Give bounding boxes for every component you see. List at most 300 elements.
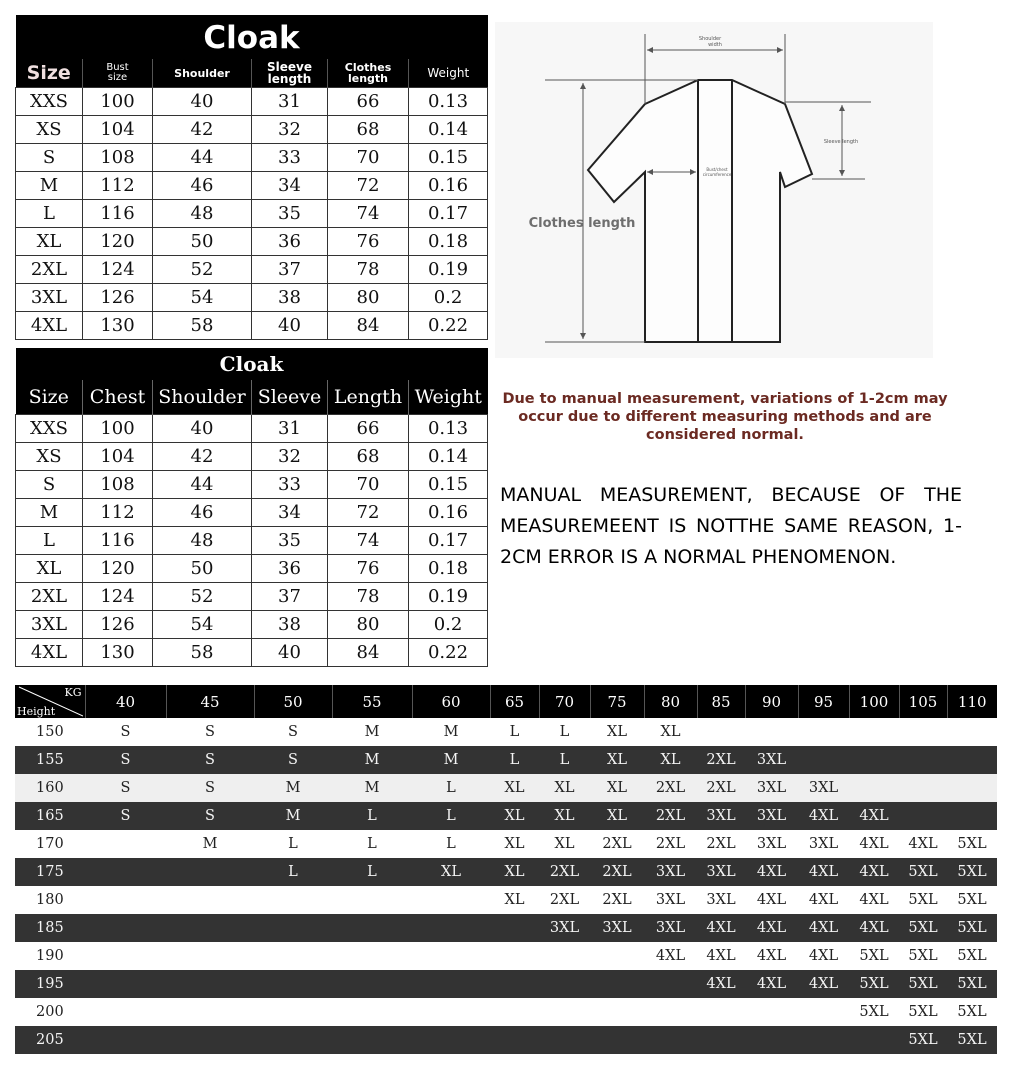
size-cell: 4XL [745, 970, 798, 998]
size-cell: S [254, 746, 332, 774]
measurement-note: Due to manual measurement, variations of 1-2cm may occur due to different measuring methods and are considered normal. [502, 391, 948, 443]
size-cell: 5XL [899, 886, 947, 914]
weight-column-header: 90 [745, 685, 798, 718]
table-cell: 100 [83, 88, 153, 116]
size-cell [254, 1026, 332, 1054]
table-cell: 0.13 [409, 88, 488, 116]
size-cell [490, 1026, 539, 1054]
size-cell [166, 858, 254, 886]
size-cell: S [85, 802, 166, 830]
table-cell: 84 [328, 312, 409, 340]
size-cell: 4XL [697, 942, 745, 970]
size-cell [849, 718, 899, 746]
size-cell [332, 886, 412, 914]
size-cell: 5XL [899, 1026, 947, 1054]
size-cell: 4XL [798, 886, 849, 914]
size-cell: 3XL [644, 886, 697, 914]
table-cell: S [16, 471, 83, 499]
size-cell: S [166, 802, 254, 830]
table-cell: 74 [328, 527, 409, 555]
table-title: Cloak [16, 15, 488, 59]
shoulder-width-label: width [708, 42, 722, 48]
size-cell [849, 1026, 899, 1054]
table-cell: 4XL [16, 639, 83, 667]
table-cell: 4XL [16, 312, 83, 340]
table-cell: 0.2 [409, 611, 488, 639]
table-cell: 3XL [16, 284, 83, 312]
table-cell: 74 [328, 200, 409, 228]
table-cell: 40 [252, 639, 328, 667]
size-cell: S [166, 718, 254, 746]
size-cell [745, 718, 798, 746]
size-cell [899, 802, 947, 830]
size-cell [798, 1026, 849, 1054]
size-cell [166, 942, 254, 970]
table-cell: 80 [328, 611, 409, 639]
size-cell: 5XL [947, 998, 997, 1026]
size-cell: 2XL [539, 886, 590, 914]
table-cell: 0.15 [409, 144, 488, 172]
size-cell: 2XL [590, 886, 644, 914]
size-cell: 3XL [539, 914, 590, 942]
size-cell: L [412, 830, 490, 858]
size-cell: M [332, 774, 412, 802]
size-cell: XL [590, 774, 644, 802]
size-cell: L [254, 858, 332, 886]
size-cell: XL [490, 886, 539, 914]
table-cell: 38 [252, 284, 328, 312]
size-cell [85, 914, 166, 942]
weight-column-header: 50 [254, 685, 332, 718]
column-header: Sleeve [252, 380, 328, 415]
table-row [16, 172, 488, 200]
size-cell [412, 942, 490, 970]
table-row [16, 527, 488, 555]
table-cell: 130 [83, 639, 153, 667]
table-cell: 0.16 [409, 172, 488, 200]
table-row [15, 970, 997, 998]
table-cell: 130 [83, 312, 153, 340]
size-cell [254, 914, 332, 942]
size-cell: S [166, 774, 254, 802]
table-cell: 46 [153, 172, 252, 200]
size-cell [412, 886, 490, 914]
height-cell: 190 [15, 942, 85, 970]
size-cell: 4XL [745, 914, 798, 942]
size-cell: M [332, 718, 412, 746]
size-cell: 5XL [947, 1026, 997, 1054]
size-cell: S [85, 746, 166, 774]
table-cell: 48 [153, 200, 252, 228]
size-cell: 4XL [849, 802, 899, 830]
size-cell [166, 886, 254, 914]
table-cell: L [16, 200, 83, 228]
table-cell: 35 [252, 527, 328, 555]
size-cell: 4XL [899, 830, 947, 858]
table-cell: 116 [83, 200, 153, 228]
measurement-disclaimer: MANUAL MEASUREMENT, BECAUSE OF THE MEASUREMEENT IS NOTTHE SAME REASON, 1-2CM ERROR IS A NORMAL PHENOMENON. [500, 484, 962, 568]
size-cell: XL [644, 718, 697, 746]
table-cell: 72 [328, 499, 409, 527]
table-row [16, 116, 488, 144]
table-cell: 120 [83, 555, 153, 583]
table-cell: 0.13 [409, 415, 488, 443]
table-cell: 36 [252, 228, 328, 256]
bust-label: circumference [702, 172, 732, 177]
table-cell: 46 [153, 499, 252, 527]
size-cell: L [539, 718, 590, 746]
size-cell [539, 998, 590, 1026]
size-cell [697, 718, 745, 746]
table-row [15, 886, 997, 914]
table-cell: XXS [16, 88, 83, 116]
size-cell: XL [490, 802, 539, 830]
table-row [16, 555, 488, 583]
table-cell: 54 [153, 284, 252, 312]
table-cell: 0.22 [409, 312, 488, 340]
table-row [15, 858, 997, 886]
size-cell: XL [412, 858, 490, 886]
size-cell: 4XL [644, 942, 697, 970]
size-cell [590, 998, 644, 1026]
table-row [15, 998, 997, 1026]
height-cell: 205 [15, 1026, 85, 1054]
size-cell: 3XL [798, 830, 849, 858]
table-row [15, 914, 997, 942]
table-cell: XL [16, 555, 83, 583]
table-header-row [16, 59, 488, 88]
size-cell: 5XL [849, 942, 899, 970]
size-cell: L [539, 746, 590, 774]
table-row [16, 144, 488, 172]
table-cell: 33 [252, 144, 328, 172]
table-cell: XL [16, 228, 83, 256]
table-cell: 0.22 [409, 639, 488, 667]
size-cell: M [254, 802, 332, 830]
table-cell: 31 [252, 415, 328, 443]
kg-label: KG [64, 686, 82, 699]
size-cell [85, 858, 166, 886]
size-cell: 3XL [745, 802, 798, 830]
table-cell: 58 [153, 312, 252, 340]
clothes-length-label: Clothes length [528, 216, 636, 231]
size-cell [947, 746, 997, 774]
size-cell: 2XL [590, 858, 644, 886]
table-cell: 112 [83, 499, 153, 527]
size-cell: 4XL [849, 858, 899, 886]
size-cell [849, 746, 899, 774]
table-row [15, 942, 997, 970]
table-cell: 0.15 [409, 471, 488, 499]
table-cell: 72 [328, 172, 409, 200]
table-cell: 84 [328, 639, 409, 667]
size-cell [85, 830, 166, 858]
size-cell [745, 1026, 798, 1054]
size-cell: 5XL [899, 942, 947, 970]
size-cell: XL [539, 830, 590, 858]
weight-column-header: 70 [539, 685, 590, 718]
size-cell [254, 998, 332, 1026]
table-cell: 76 [328, 555, 409, 583]
table-cell: 58 [153, 639, 252, 667]
column-header: Sleeve length [252, 59, 328, 88]
size-cell [798, 718, 849, 746]
size-cell: 4XL [745, 858, 798, 886]
table-cell: 76 [328, 228, 409, 256]
height-cell: 170 [15, 830, 85, 858]
size-cell: XL [539, 774, 590, 802]
table-cell: 0.14 [409, 116, 488, 144]
table-cell: 78 [328, 256, 409, 284]
table-cell: L [16, 527, 83, 555]
size-cell [798, 998, 849, 1026]
size-cell [899, 718, 947, 746]
table-cell: 3XL [16, 611, 83, 639]
table-cell: 36 [252, 555, 328, 583]
table-cell: 116 [83, 527, 153, 555]
corner-header [15, 685, 85, 718]
size-cell [166, 914, 254, 942]
table-cell: 68 [328, 443, 409, 471]
size-cell [849, 774, 899, 802]
size-cell [798, 746, 849, 774]
table-row [15, 718, 997, 746]
table-cell: 104 [83, 116, 153, 144]
size-cell: 3XL [644, 914, 697, 942]
size-cell: 4XL [798, 942, 849, 970]
size-cell [490, 914, 539, 942]
table-cell: 78 [328, 583, 409, 611]
size-cell: 3XL [745, 830, 798, 858]
size-cell: 5XL [947, 942, 997, 970]
table-row [16, 583, 488, 611]
size-cell [745, 998, 798, 1026]
size-cell: 5XL [899, 914, 947, 942]
table-cell: 48 [153, 527, 252, 555]
table-cell: 70 [328, 144, 409, 172]
table-cell: 52 [153, 583, 252, 611]
table-header-row [16, 380, 488, 415]
height-cell: 155 [15, 746, 85, 774]
size-cell: 2XL [697, 774, 745, 802]
table-cell: 32 [252, 443, 328, 471]
table-cell: 52 [153, 256, 252, 284]
table-row [16, 284, 488, 312]
weight-column-header: 55 [332, 685, 412, 718]
size-cell [254, 886, 332, 914]
size-cell [539, 942, 590, 970]
size-cell: 3XL [745, 774, 798, 802]
height-label: Height [17, 705, 56, 718]
table-cell: 0.18 [409, 228, 488, 256]
table-cell: 0.17 [409, 527, 488, 555]
weight-column-header: 40 [85, 685, 166, 718]
table-cell: 0.17 [409, 200, 488, 228]
column-header: Length [328, 380, 409, 415]
table-row [16, 443, 488, 471]
table-cell: 108 [83, 144, 153, 172]
table-row [16, 256, 488, 284]
table-cell: 0.16 [409, 499, 488, 527]
size-cell [254, 970, 332, 998]
table-header-row [15, 685, 997, 718]
size-cell: L [332, 830, 412, 858]
size-cell [490, 970, 539, 998]
table-cell: 124 [83, 256, 153, 284]
column-header: Weight [409, 59, 488, 88]
table-cell: 120 [83, 228, 153, 256]
garment-measurement-diagram [495, 22, 933, 358]
size-cell [85, 1026, 166, 1054]
weight-column-header: 95 [798, 685, 849, 718]
table-cell: 2XL [16, 256, 83, 284]
table-cell: 42 [153, 443, 252, 471]
table-cell: 104 [83, 443, 153, 471]
height-cell: 200 [15, 998, 85, 1026]
table-cell: 44 [153, 144, 252, 172]
size-cell: L [412, 802, 490, 830]
table-row [16, 471, 488, 499]
weight-column-header: 65 [490, 685, 539, 718]
size-cell: XL [590, 746, 644, 774]
size-cell: 5XL [899, 998, 947, 1026]
size-cell [412, 998, 490, 1026]
size-cell: 3XL [697, 802, 745, 830]
size-cell: S [85, 774, 166, 802]
weight-column-header: 45 [166, 685, 254, 718]
weight-column-header: 100 [849, 685, 899, 718]
size-cell: 5XL [849, 970, 899, 998]
size-cell: XL [490, 830, 539, 858]
column-header: Bust size [83, 59, 153, 88]
size-cell: S [254, 718, 332, 746]
size-cell: 5XL [899, 970, 947, 998]
table-title: Cloak [16, 348, 488, 380]
table-row [16, 88, 488, 116]
size-cell: M [412, 746, 490, 774]
size-cell: 5XL [947, 914, 997, 942]
table-row [16, 228, 488, 256]
size-cell [332, 914, 412, 942]
table-cell: 126 [83, 611, 153, 639]
size-cell [412, 914, 490, 942]
shoulder-width-label: Shoulder [698, 36, 722, 42]
column-header: Size [16, 59, 83, 88]
size-cell: 5XL [947, 830, 997, 858]
table-row [16, 611, 488, 639]
size-cell: L [490, 746, 539, 774]
size-cell [899, 774, 947, 802]
table-cell: XXS [16, 415, 83, 443]
size-cell: 5XL [849, 998, 899, 1026]
table-cell: 2XL [16, 583, 83, 611]
size-cell: 3XL [644, 858, 697, 886]
size-cell: 2XL [644, 830, 697, 858]
size-cell [412, 1026, 490, 1054]
size-cell [332, 970, 412, 998]
height-cell: 165 [15, 802, 85, 830]
size-cell [644, 1026, 697, 1054]
size-cell: 4XL [697, 914, 745, 942]
table-cell: 33 [252, 471, 328, 499]
size-cell: 2XL [697, 746, 745, 774]
size-cell [590, 1026, 644, 1054]
size-cell: 4XL [849, 914, 899, 942]
weight-column-header: 60 [412, 685, 490, 718]
table-row [15, 830, 997, 858]
size-cell [539, 970, 590, 998]
size-cell [332, 998, 412, 1026]
table-cell: XS [16, 443, 83, 471]
size-cell [644, 998, 697, 1026]
size-cell: XL [490, 774, 539, 802]
height-cell: 185 [15, 914, 85, 942]
table-cell: 34 [252, 499, 328, 527]
size-cell: M [412, 718, 490, 746]
height-cell: 180 [15, 886, 85, 914]
size-cell: L [490, 718, 539, 746]
size-cell: L [332, 858, 412, 886]
size-cell: S [166, 746, 254, 774]
size-cell [539, 1026, 590, 1054]
size-cell [644, 970, 697, 998]
column-header: Size [16, 380, 83, 415]
size-cell: XL [590, 802, 644, 830]
weight-column-header: 110 [947, 685, 997, 718]
size-cell: 2XL [590, 830, 644, 858]
size-cell: M [166, 830, 254, 858]
table-cell: 38 [252, 611, 328, 639]
table-cell: 40 [153, 415, 252, 443]
table-cell: 32 [252, 116, 328, 144]
size-cell: 4XL [798, 970, 849, 998]
size-cell: 4XL [798, 802, 849, 830]
size-cell: XL [490, 858, 539, 886]
size-cell: 4XL [849, 830, 899, 858]
weight-column-header: 85 [697, 685, 745, 718]
table-cell: 40 [153, 88, 252, 116]
table-cell: XS [16, 116, 83, 144]
size-cell [590, 970, 644, 998]
size-cell [332, 1026, 412, 1054]
table-cell: 124 [83, 583, 153, 611]
table-cell: 0.14 [409, 443, 488, 471]
table-cell: 80 [328, 284, 409, 312]
table-cell: 68 [328, 116, 409, 144]
size-cell: 4XL [849, 886, 899, 914]
size-cell: 5XL [947, 886, 997, 914]
size-cell: 3XL [590, 914, 644, 942]
height-cell: 175 [15, 858, 85, 886]
table-cell: 40 [252, 312, 328, 340]
size-cell [166, 970, 254, 998]
size-cell [166, 998, 254, 1026]
size-cell: 5XL [947, 970, 997, 998]
height-cell: 150 [15, 718, 85, 746]
size-cell: 5XL [947, 858, 997, 886]
table-row [15, 746, 997, 774]
table-row [15, 1026, 997, 1054]
table-cell: 0.2 [409, 284, 488, 312]
column-header: Clothes length [328, 59, 409, 88]
table-row [15, 774, 997, 802]
size-cell [254, 942, 332, 970]
size-cell [490, 998, 539, 1026]
sleeve-length-label: Sleeve length [823, 139, 859, 145]
size-cell: 3XL [798, 774, 849, 802]
size-cell: L [332, 802, 412, 830]
size-cell: 3XL [697, 886, 745, 914]
